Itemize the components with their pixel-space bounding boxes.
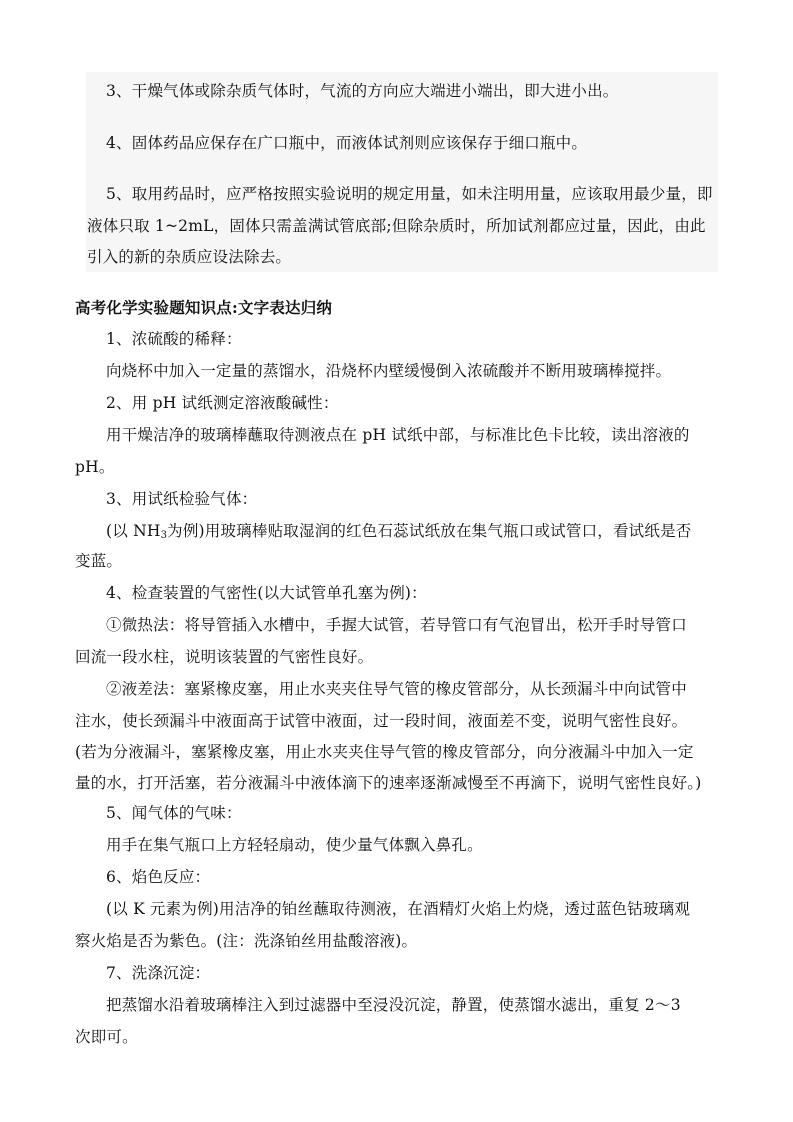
section-title: 高考化学实验题知识点:文字表达归纳 [75, 298, 333, 317]
note-item-4: 4、固体药品应保存在广口瓶中，而液体试剂则应该保存于细口瓶中。 [106, 134, 588, 152]
s3-body-line-2: 变蓝。 [75, 552, 123, 570]
s2-body-line-1: 用干燥洁净的玻璃棒蘸取待测液点在 pH 试纸中部，与标准比色卡比较，读出溶液的 [106, 426, 690, 444]
s1-title: 1、浓硫酸的稀释： [106, 330, 242, 348]
note-item-5-line-2: 液体只取 1~2mL，固体只需盖满试管底部;但除杂质时，所加试剂都应过量，因此，由此 [87, 217, 706, 235]
s6-title: 6、焰色反应： [106, 868, 211, 886]
s6-body-line-2: 察火焰是否为紫色。(注：洗涤铂丝用盐酸溶液)。 [75, 932, 418, 950]
s4-method-1-line-2: 回流一段水柱，说明该装置的气密性良好。 [75, 648, 374, 666]
note-item-5-line-3: 引入的新的杂质应设法除去。 [87, 248, 292, 266]
note-item-3: 3、干燥气体或除杂质气体时，气流的方向应大端进小端出，即大进小出。 [106, 82, 619, 100]
s3-title: 3、用试纸检验气体： [106, 490, 258, 508]
s2-body-line-2: pH。 [75, 458, 115, 476]
s7-body-line-1: 把蒸馏水沿着玻璃棒注入到过滤器中至浸没沉淀，静置，使蒸馏水滤出，重复 2～3 [106, 996, 681, 1014]
s5-body: 用手在集气瓶口上方轻轻扇动，使少量气体飘入鼻孔。 [106, 836, 483, 854]
s6-body-line-1: (以 K 元素为例)用洁净的铂丝蘸取待测液，在酒精灯火焰上灼烧，透过蓝色钴玻璃观 [106, 900, 691, 918]
shaded-note-block [86, 72, 718, 272]
s3-body-post: 为例)用玻璃棒贴取湿润的红色石蕊试纸放在集气瓶口或试管口，看试纸是否 [167, 522, 692, 540]
s4-method-2-line-4: 量的水，打开活塞，若分液漏斗中液体滴下的速率逐渐减慢至不再滴下，说明气密性良好。) [75, 774, 702, 792]
s2-title: 2、用 pH 试纸测定溶液酸碱性： [106, 394, 339, 412]
s4-method-1-line-1: ①微热法：将导管插入水槽中，手握大试管，若导管口有气泡冒出，松开手时导管口 [106, 616, 687, 634]
note-item-5-line-1: 5、取用药品时，应严格按照实验说明的规定用量，如未注明用量，应该取用最少量，即 [106, 185, 713, 203]
s7-title: 7、洗涤沉淀： [106, 964, 211, 982]
s4-method-2-line-2: 注水，使长颈漏斗中液面高于试管中液面，过一段时间，液面差不变，说明气密性良好。 [75, 712, 688, 730]
s4-method-2-line-3: (若为分液漏斗，塞紧橡皮塞，用止水夹夹住导气管的橡皮管部分，向分液漏斗中加入一定 [75, 743, 694, 761]
s4-method-2-line-1: ②液差法：塞紧橡皮塞，用止水夹夹住导气管的橡皮管部分，从长颈漏斗中向试管中 [106, 680, 687, 698]
s5-title: 5、闻气体的气味： [106, 804, 242, 822]
s3-body-pre: (以 NH [106, 522, 161, 540]
s3-body-line-1 [106, 520, 691, 542]
s4-title: 4、检查装置的气密性(以大试管单孔塞为例)： [106, 584, 427, 602]
s3-body-subscript: 3 [160, 530, 168, 541]
s1-body: 向烧杯中加入一定量的蒸馏水，沿烧杯内壁缓慢倒入浓硫酸并不断用玻璃棒搅拌。 [106, 362, 672, 380]
s7-body-line-2: 次即可。 [75, 1028, 138, 1046]
